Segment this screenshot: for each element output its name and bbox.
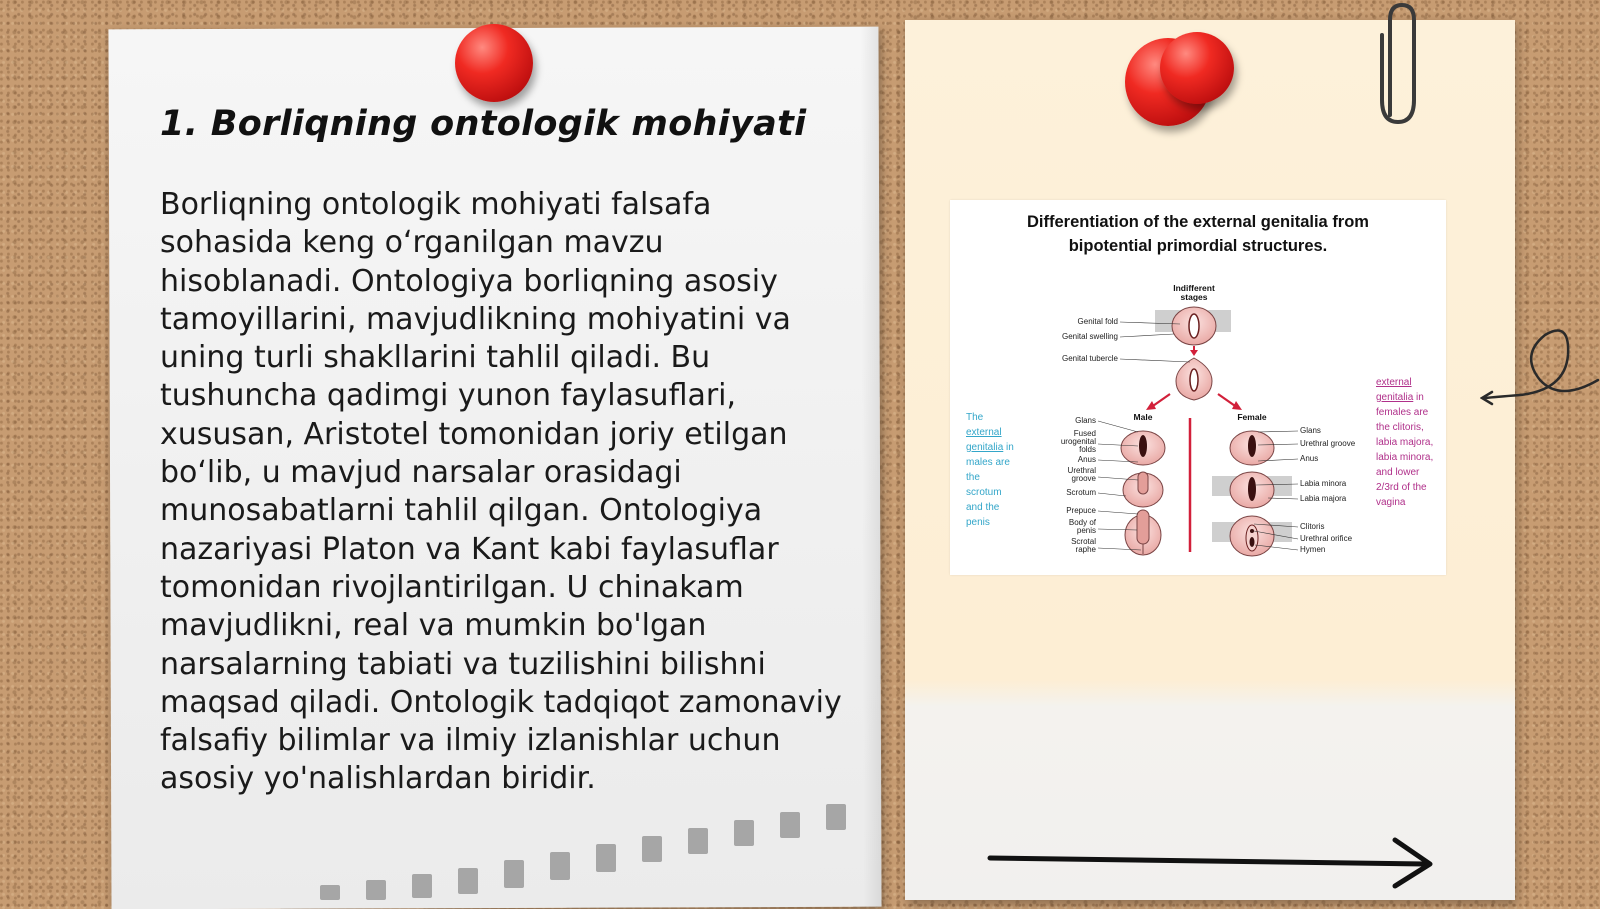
female-stage1-groove	[1248, 435, 1256, 457]
female-label-anus: Anus	[1300, 454, 1319, 463]
embryology-diagram	[950, 200, 1446, 575]
male-label-anus: Anus	[1077, 455, 1096, 464]
female-stage2-slit	[1248, 477, 1256, 501]
stage-arrow-head	[1190, 350, 1198, 356]
female-label-glans: Glans	[1300, 426, 1321, 435]
male-stage3-shaft	[1137, 510, 1149, 544]
female-caption-text: in females are the clitoris, labia majora, labia minora, and lower 2/3rd of the vagina	[1376, 392, 1434, 508]
leader-genital-tubercle	[1120, 359, 1190, 362]
male-label-body-1: Body of	[1068, 518, 1096, 527]
male-label-prepuce: Prepuce	[1066, 506, 1096, 515]
indifferent-heading: Indifferent	[1173, 283, 1215, 293]
genitalia-differentiation-figure	[950, 200, 1446, 575]
male-stage1-groove	[1139, 435, 1147, 457]
male-label-fused-3: folds	[1079, 445, 1096, 454]
stage1-fold	[1189, 314, 1199, 338]
label-genital-swelling: Genital swelling	[1061, 332, 1118, 341]
loop-arrow-doodle	[1480, 310, 1600, 410]
leader-genital-swelling	[1120, 334, 1174, 337]
male-label-scrotum: Scrotum	[1066, 488, 1096, 497]
slide-body-text: Borliqning ontologik mohiyati falsafa sohasida keng o‘rganilgan mavzu hisoblanadi. Ontologiya borliqning asosiy tamoyillarini, mavjudlikning mohiyatini va uning turli shakllarini tahlil qiladi. Bu tushuncha qadimgi yunon faylasuflari, xususan, Aristotel tomonidan joriy etilgan bo‘lib, u mavjud narsalar orasidagi munosabatlarni tahlil qilgan. Ontologiya nazariyasi Platon va Kant kabi faylasuflar tomonidan rivojlantirilgan. U chinakam mavjudlikni, real va mumkin bo'lgan narsalarning tabiati va tuzilishini bilishni maqsad qiladi. Ontologik tadqiqot zamonaviy falsafiy bilimlar va ilmiy izlanishlar uchun asosiy yo'nalishlardan biridir.	[160, 187, 842, 797]
female-label-urethral-orifice: Urethral orifice	[1300, 534, 1353, 543]
perforated-edge-decoration	[310, 800, 870, 900]
right-arrow-icon	[985, 832, 1445, 892]
male-label-body-2: penis	[1076, 526, 1096, 535]
male-label-urethral-2: groove	[1071, 474, 1096, 483]
red-pushpin-right-second	[1160, 32, 1234, 104]
leader	[1258, 431, 1298, 432]
male-label-urethral-1: Urethral	[1067, 466, 1096, 475]
male-caption-pre: The	[966, 412, 984, 423]
male-label-glans: Glans	[1075, 416, 1096, 425]
label-genital-fold: Genital fold	[1077, 317, 1118, 326]
figure-title-line-2: bipotential primordial structures.	[1068, 237, 1328, 255]
male-caption-text: in males are the scrotum and the penis	[966, 442, 1014, 528]
leader	[1098, 421, 1138, 432]
female-label-labia-majora: Labia majora	[1300, 494, 1347, 503]
female-label-hymen: Hymen	[1300, 545, 1326, 554]
leader	[1098, 511, 1138, 514]
female-vaginal-orifice	[1250, 537, 1255, 547]
male-label-scrotal-1: Scrotal	[1071, 537, 1096, 546]
male-label-scrotal-2: raphe	[1075, 545, 1096, 554]
male-caption	[966, 410, 1016, 530]
female-label-labia-minora: Labia minora	[1300, 479, 1347, 488]
female-label-clitoris: Clitoris	[1300, 522, 1325, 531]
slide-title: 1. Borliqning ontologik mohiyati	[160, 104, 807, 144]
male-label-fused-1: Fused	[1073, 429, 1096, 438]
female-caption-link[interactable]: external genitalia	[1376, 377, 1414, 403]
male-label-fused-2: urogenital	[1060, 437, 1096, 446]
red-pushpin-left	[455, 24, 533, 102]
label-genital-tubercle: Genital tubercle	[1061, 354, 1118, 363]
stage2-fold	[1190, 369, 1198, 391]
male-stage2-shaft	[1138, 472, 1148, 494]
leader	[1268, 498, 1298, 499]
paperclip-icon	[1370, 0, 1420, 130]
male-heading: Male	[1133, 412, 1153, 422]
indifferent-heading-2: stages	[1180, 292, 1208, 302]
leader	[1098, 493, 1126, 496]
female-caption	[1376, 375, 1436, 510]
male-caption-link[interactable]: external genitalia	[966, 427, 1004, 453]
figure-title-line-1: Differentiation of the external genitalia from	[1027, 213, 1369, 231]
female-urethral-orifice	[1250, 529, 1254, 533]
female-label-urethral-groove: Urethral groove	[1300, 439, 1356, 448]
female-heading: Female	[1237, 412, 1267, 422]
